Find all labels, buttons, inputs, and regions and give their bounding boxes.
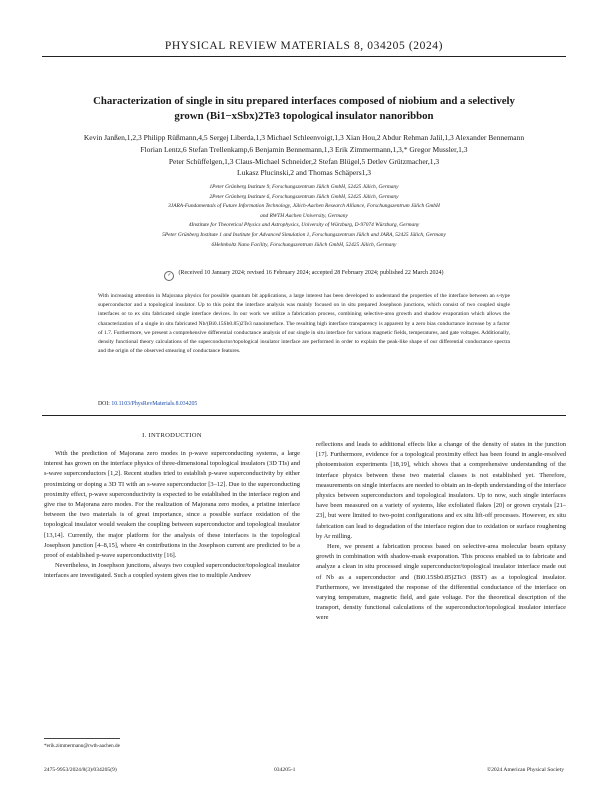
- doi-label: DOI:: [98, 401, 110, 407]
- title-line-2: grown (Bi1−xSbx)2Te3 topological insulator nanoribbon: [174, 110, 434, 122]
- issn-line: 2475-9953/2024/8(3)/034205(9): [44, 767, 117, 773]
- header-rule: [42, 56, 566, 57]
- paragraph: Nevertheless, in Josephson junctions, always two coupled superconductor/topological insulator interfaces are investigated. Such a coupled system gives rise to multiple Andreev: [44, 562, 300, 580]
- affiliation: 5Peter Grünberg Institute 1 and Institute for Advanced Simulation 1, Forschungszentrum Jülich and JARA, 52425 Jülich, Germany: [162, 231, 446, 238]
- right-column: [316, 440, 566, 624]
- author-line: Lukasz Plucinski,2 and Thomas Schäpers1,3: [236, 168, 371, 178]
- affiliation: 3JARA-Fundamentals of Future Information Technology, Jülich-Aachen Research Alliance, Forschungszentrum Jülich GmbH: [168, 203, 440, 210]
- footnote-rule: [44, 738, 120, 739]
- copyright: ©2024 American Physical Society: [486, 767, 564, 773]
- received-dates: [60, 270, 548, 281]
- doi-link[interactable]: 10.1103/PhysRevMaterials.8.034205: [111, 401, 198, 407]
- section-heading: I. INTRODUCTION: [142, 432, 202, 439]
- affiliation: and RWTH Aachen University, Germany: [260, 212, 348, 219]
- paragraph: reflections and leads to additional effects like a change of the density of states in the junction [17]. Furthermore, evidence for a topological proximity effect has been found in angle-resolved photoemission experiments [18,19], which shows that a comprehensive understanding of the interface physics between these two material classes is not established yet. Therefore, measurements on single interfaces are needed to obtain an in-depth understanding of the interface physics between superconductors and topological insulators. Up to now, such single interfaces have been measured on a variety of systems, like exfoliated flakes [20] or grown crystals [21–23], but were limited to two-point configurations and ex situ lift-off processes. However, ex situ fabrication can lead to degradation of the interface region due to oxidation or surface roughening by Ar milling.: [316, 441, 566, 540]
- affiliation: 6Helmholtz Nano Facility, Forschungszentrum Jülich GmbH, 52425 Jülich, Germany: [211, 241, 397, 248]
- paper-title: [60, 94, 548, 124]
- paragraph: Here, we present a fabrication process based on selective-area molecular beam epitaxy growth in combination with shadow-mask evaporation. This process enabled us to fabricate and analyze a clean in situ processed single superconductor/topological insulator interface made out of Nb as a superconductor and (Bi0.15Sb0.85)2Te3 (BST) as a topological insulator. Furthermore, we investigated the response of the differential conductance of the interface on varying temperature, magnetic field, and gate voltage. For the theoretical description of the transport, density functional calculations of the superconductor/topological insulator interface were: [316, 543, 566, 622]
- received-text: (Received 10 January 2024; revised 16 February 2024; accepted 28 February 2024; published 22 March 2024): [178, 270, 444, 276]
- journal-header: PHYSICAL REVIEW MATERIALS 8, 034205 (2024): [164, 40, 444, 52]
- doi-line: [98, 401, 197, 407]
- title-line-1: Characterization of single in situ prepared interfaces composed of niobium and a selectively: [93, 95, 515, 107]
- author-list: [48, 132, 560, 179]
- affiliation: 1Peter Grünberg Institute 9, Forschungszentrum Jülich GmbH, 52425 Jülich, Germany: [209, 184, 399, 190]
- abstract-rule: [42, 415, 566, 416]
- page-number: 034205-1: [274, 767, 296, 773]
- abstract: With increasing attention in Majorana physics for possible quantum bit applications, a large interest has been developed to understand the properties of the interface between an s-type superconductor and a topological insulator. Up to this point the interface analysis was mainly focused on in situ prepared Josephson junctions, which consist of two coupled single interfaces or to ex situ fabricated single interface devices. In our work we utilize a fabrication process, combining selective-area growth and shadow evaporation which allows the characterization of a single in situ fabricated Nb/(Bi0.15Sb0.85)2Te3 nanointerface. The resulting high interface transparency is apparent by a zero bias conductance increase by a factor of 1.7. Furthermore, we present a comprehensive differential conductance analysis of our single in situ interface for various magnetic fields, temperatures, and gate voltages. Additionally, density functional theory calculations of the superconductor/topological insulator interface are performed in order to explain the peak-like shape of our differential conductance spectra and the origin of the observed smearing of conductance features.: [98, 293, 510, 355]
- affiliation-list: [48, 183, 560, 250]
- author-line: Florian Lentz,6 Stefan Trellenkamp,6 Benjamin Bennemann,1,3 Erik Zimmermann,1,3,* Gregor Mussler,1,3: [140, 144, 468, 154]
- left-column: [44, 449, 300, 582]
- check-for-updates-icon[interactable]: ✓: [164, 271, 174, 281]
- author-line: Peter Schüffelgen,1,3 Claus-Michael Schneider,2 Stefan Blügel,5 Detlev Grützmacher,1,3: [168, 156, 440, 166]
- paragraph: With the prediction of Majorana zero modes in p-wave superconducting systems, a large interest has grown on the interface physics of three-dimensional topological insulators (3D TIs) and s-wave superconductors [1,2]. Recent studies tried to establish p-wave superconductivity by either proximizing or doping a 3D TI with an s-wave superconductor [3–12]. Due to the superconducting proximity effect, p-wave superconductivity is expected to be established in the interface region and give rise to Majorana zero modes. For the realization of Majorana zero modes, a pristine interface between the two materials is of great importance, since a possible surface oxidation of the topological insulator would weaken the coupling between superconductor and topological insulator [13,14]. Currently, the major platform for the analysis of these interfaces is the topological Josephson junction [4–8,15], where 4π contributions in the Josephson current are predicted to be a proof of established p-wave superconductivity [16].: [44, 450, 300, 560]
- affiliation: 4Institute for Theoretical Physics and Astrophysics, University of Würzburg, D-97074 Würzburg, Germany: [188, 222, 420, 229]
- author-line: Kevin Janßen,1,2,3 Philipp Rüßmann,4,5 Sergej Liberda,1,3 Michael Schleenvoigt,1,3 Xian Hou,2 Abdur Rehman Jalil,1,3 Alexander Bennemann: [83, 133, 525, 142]
- footnote: *erik.zimmermann@rwth-aachen.de: [44, 743, 120, 749]
- affiliation: 2Peter Grünberg Institute 6, Forschungszentrum Jülich GmbH, 52425 Jülich, Germany: [209, 193, 399, 200]
